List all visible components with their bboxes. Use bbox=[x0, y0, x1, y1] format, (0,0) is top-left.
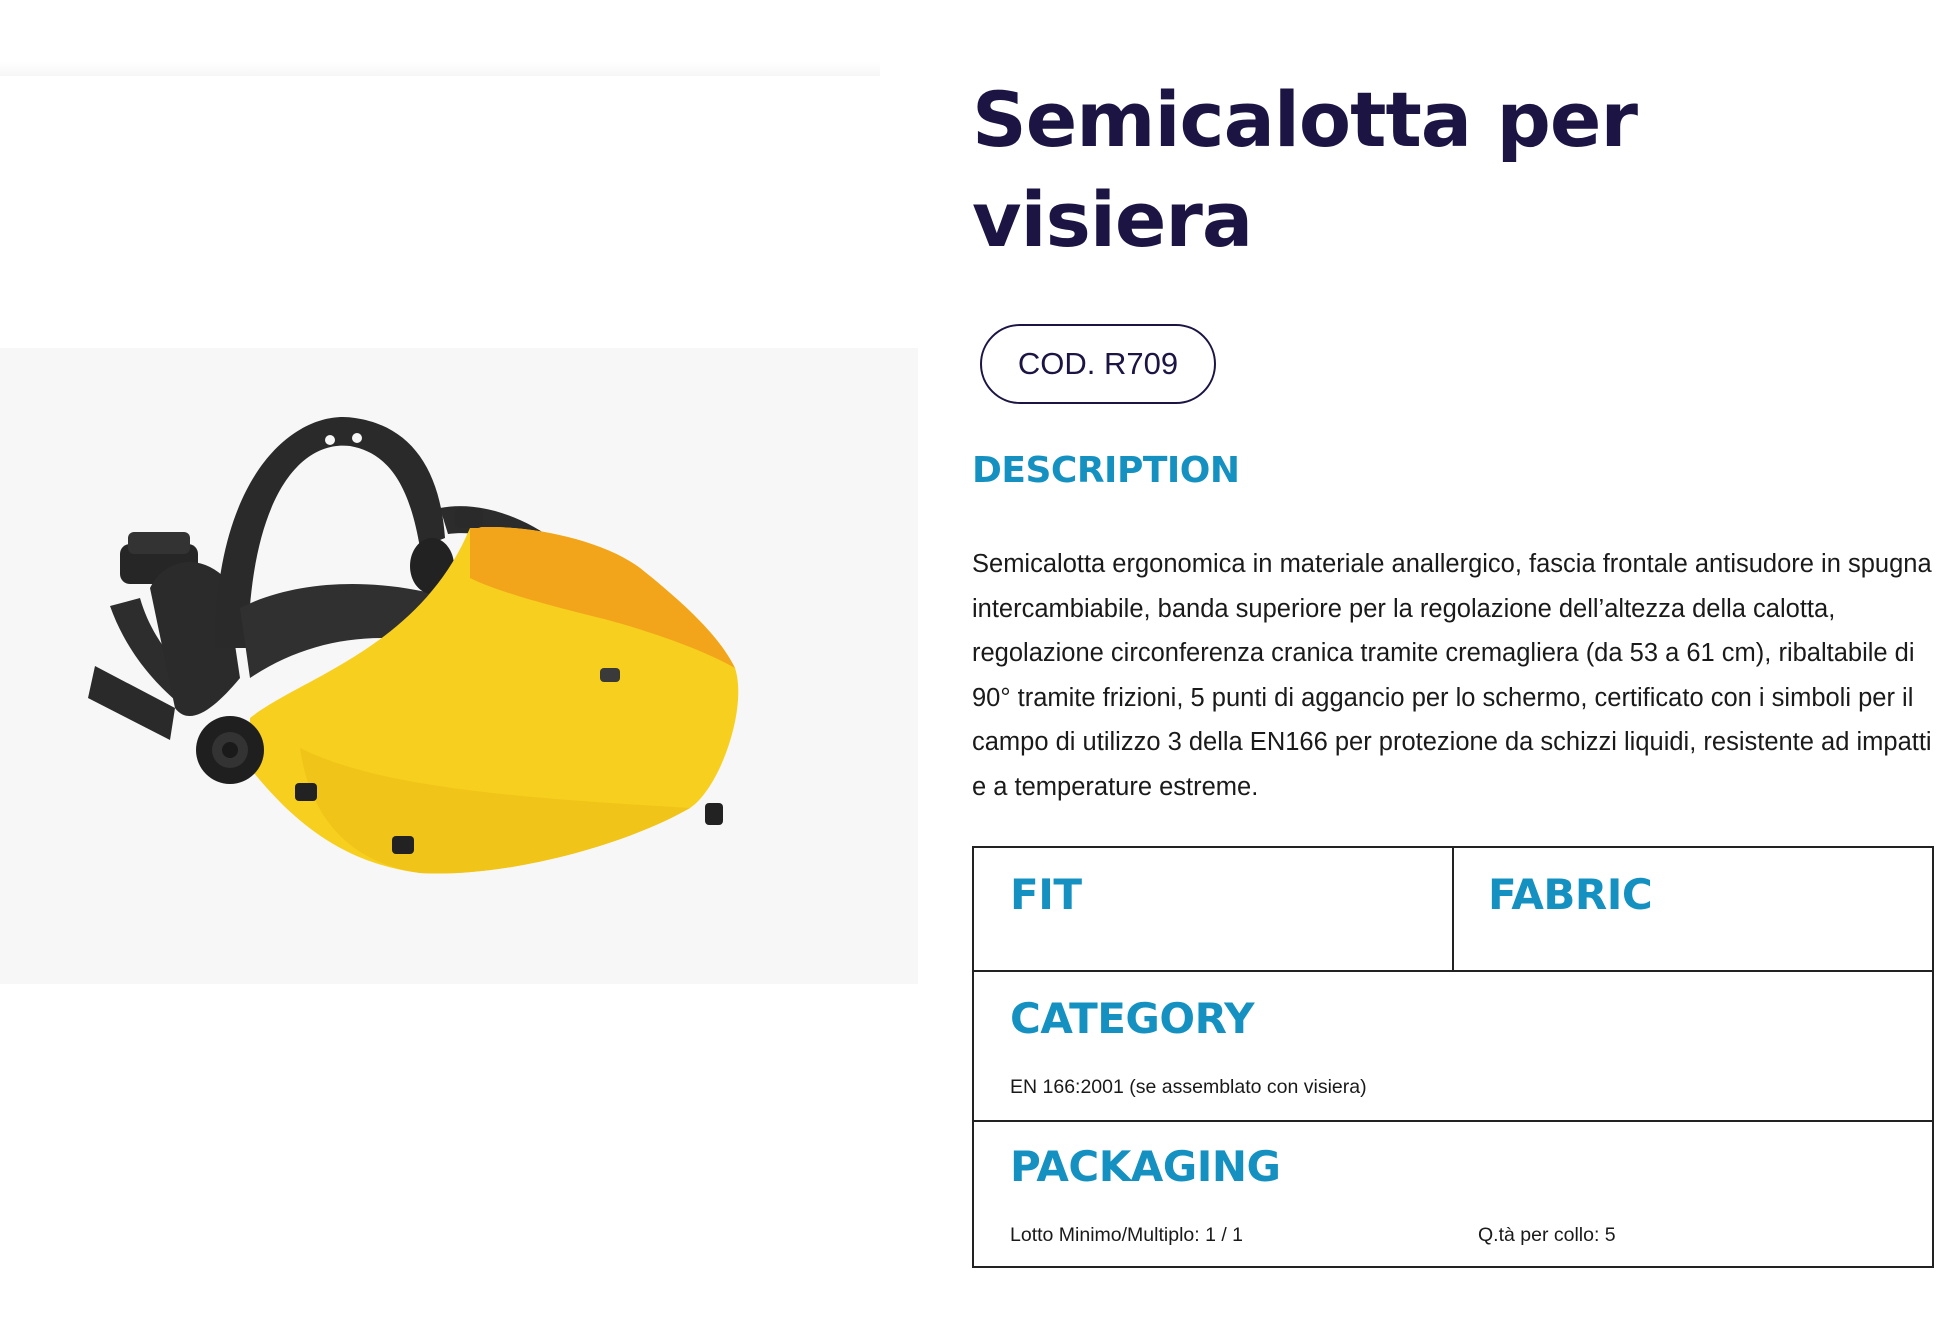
description-heading: DESCRIPTION bbox=[972, 450, 1240, 491]
fit-heading: FIT bbox=[1010, 870, 1082, 919]
packaging-min-lot: Lotto Minimo/Multiplo: 1 / 1 bbox=[1010, 1224, 1244, 1246]
spec-row-fit-fabric bbox=[974, 848, 1932, 972]
product-title: Semicalotta per visiera bbox=[972, 75, 1637, 264]
fabric-heading: FABRIC bbox=[1488, 870, 1653, 919]
spec-row-packaging bbox=[974, 1122, 1932, 1266]
product-image bbox=[0, 348, 918, 984]
header-shadow-band bbox=[0, 62, 880, 76]
packaging-heading: PACKAGING bbox=[1010, 1142, 1281, 1191]
category-value: EN 166:2001 (se assemblato con visiera) bbox=[1010, 1076, 1367, 1098]
description-text: Semicalotta ergonomica in materiale anallergico, fascia frontale antisudore in spugna intercambiabile, banda superiore per la regolazione dell’altezza della calotta, regolazione circonferenza cranica tramite cremagliera (da 53 a 61 cm), ribaltabile di 90° tramite frizioni, 5 punti di aggancio per lo schermo, certificato con i simboli per il campo di utilizzo 3 della EN166 per protezione da schizzi liquidi, resistente ad impatti e a temperature estreme. bbox=[972, 550, 1932, 801]
product-code-badge: COD. R709 bbox=[980, 324, 1216, 404]
spec-table bbox=[972, 846, 1934, 1268]
category-heading: CATEGORY bbox=[1010, 994, 1255, 1043]
product-info bbox=[972, 70, 1934, 801]
column-divider bbox=[1452, 848, 1454, 970]
spec-row-category bbox=[974, 972, 1932, 1122]
headgear-illustration bbox=[0, 348, 918, 984]
packaging-qty-per-box: Q.tà per collo: 5 bbox=[1478, 1224, 1616, 1246]
